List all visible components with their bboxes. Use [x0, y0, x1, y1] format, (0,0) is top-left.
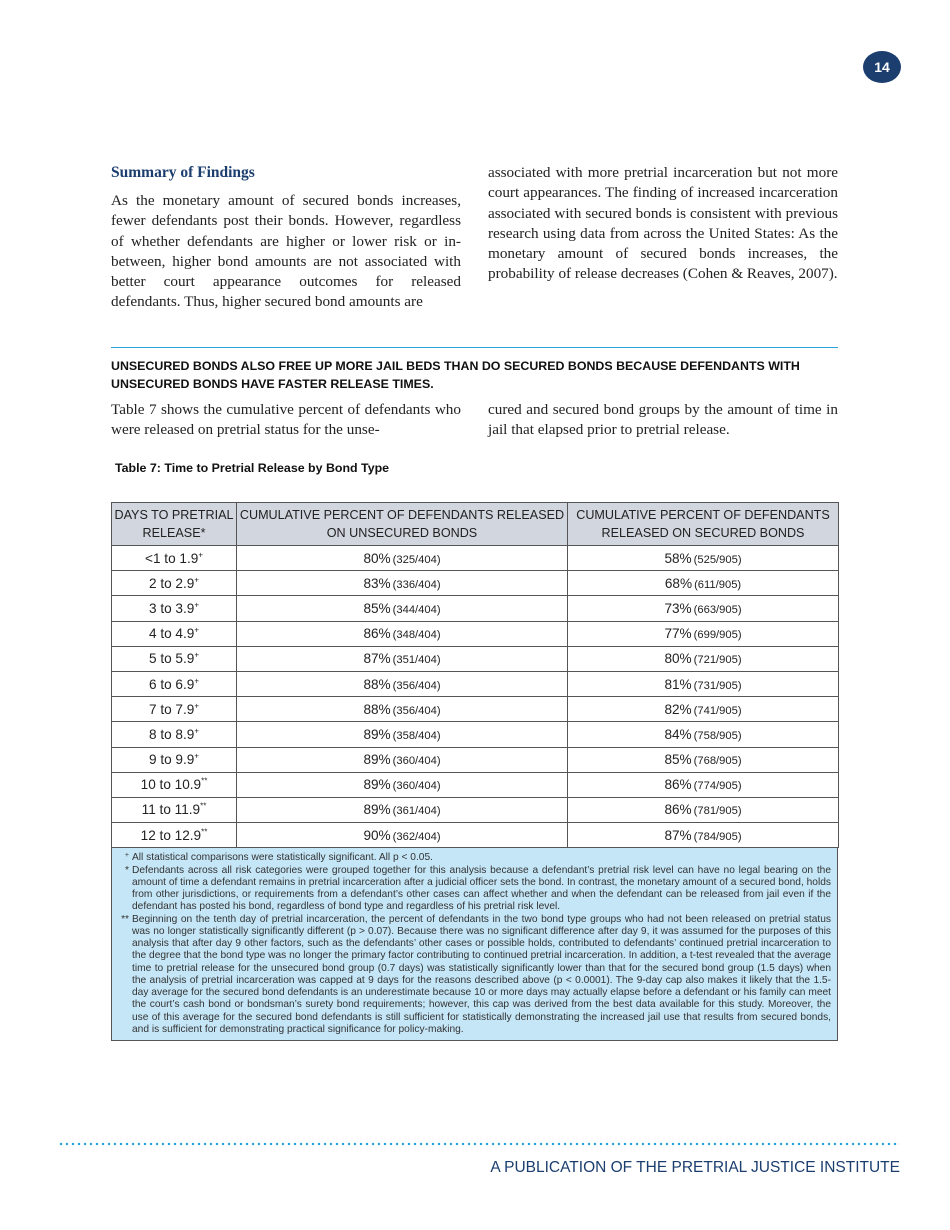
cell-unsecured [237, 823, 568, 848]
days-range: 10 to 10.9 [140, 777, 202, 793]
days-range: 12 to 12.9 [140, 827, 202, 843]
cell-days [112, 646, 237, 671]
cell-unsecured [237, 546, 568, 571]
unsecured-fraction: (351/404) [392, 654, 441, 667]
cell-days [112, 797, 237, 822]
secured-fraction: (758/905) [693, 729, 742, 742]
unsecured-fraction: (362/404) [392, 830, 441, 843]
significance-mark: + [194, 726, 200, 736]
summary-left-column: As the monetary amount of secured bonds increases, fewer defendants post their bonds. However, regardless of whether defendants are higher or lower risk or in-between, higher bond amounts are not associated with better court appearance outcomes for released defendants. Thus, higher secured bond amounts are [111, 192, 461, 311]
cell-unsecured [237, 571, 568, 596]
secured-fraction: (784/905) [693, 830, 742, 843]
unsecured-percent: 85% [363, 600, 391, 616]
header-days: DAYS TO PRETRIAL RELEASE* [112, 503, 237, 546]
secured-fraction: (731/905) [693, 679, 742, 692]
cell-secured [568, 747, 839, 772]
cell-days [112, 772, 237, 797]
significance-mark: + [194, 575, 200, 585]
unsecured-percent: 87% [363, 651, 391, 667]
secured-percent: 58% [664, 550, 692, 566]
table-note [118, 914, 831, 1037]
table-row [112, 571, 839, 596]
cell-secured [568, 697, 839, 722]
unsecured-fraction: (348/404) [392, 629, 441, 642]
page-number: 14 [874, 59, 890, 75]
secured-fraction: (768/905) [693, 755, 742, 768]
cell-secured [568, 797, 839, 822]
cell-secured [568, 596, 839, 621]
cell-secured [568, 823, 839, 848]
unsecured-fraction: (344/404) [392, 603, 441, 616]
cell-secured [568, 571, 839, 596]
page-number-badge [863, 51, 901, 83]
cell-days [112, 571, 237, 596]
secured-fraction: (741/905) [693, 704, 742, 717]
unsecured-percent: 80% [363, 550, 391, 566]
cell-secured [568, 772, 839, 797]
significance-mark: + [194, 650, 200, 660]
table-note [118, 852, 831, 864]
table-header-row [112, 503, 839, 546]
significance-mark: + [194, 625, 200, 635]
unsecured-fraction: (360/404) [392, 780, 441, 793]
significance-mark: + [194, 751, 200, 761]
section-divider [111, 347, 838, 348]
days-range: 4 to 4.9 [148, 626, 195, 642]
table-row [112, 697, 839, 722]
unsecured-percent: 89% [363, 777, 391, 793]
unsecured-fraction: (336/404) [392, 578, 441, 591]
cell-secured [568, 722, 839, 747]
secured-percent: 85% [664, 752, 692, 768]
significance-mark: + [194, 676, 200, 685]
cell-days [112, 671, 237, 696]
section2-right-column: cured and secured bond groups by the amount of time in jail that elapsed prior to pretrial release. [488, 401, 838, 439]
significance-mark: ** [200, 801, 207, 811]
unsecured-percent: 89% [363, 752, 391, 768]
secured-fraction: (721/905) [693, 654, 742, 667]
note-mark: + [124, 852, 129, 860]
cell-unsecured [237, 797, 568, 822]
table-row [112, 823, 839, 848]
secured-fraction: (781/905) [693, 805, 742, 818]
note-mark: * [125, 864, 129, 876]
table-body [112, 546, 839, 848]
secured-percent: 81% [664, 676, 692, 692]
secured-percent: 82% [664, 701, 692, 717]
unsecured-fraction: (356/404) [392, 679, 441, 692]
cell-unsecured [237, 747, 568, 772]
significance-mark: ** [201, 827, 208, 837]
footer-dotted-rule [58, 1142, 900, 1146]
table-row [112, 772, 839, 797]
cell-days [112, 621, 237, 646]
unsecured-percent: 90% [363, 827, 391, 843]
table-row [112, 546, 839, 571]
unsecured-percent: 83% [363, 575, 391, 591]
days-range: 3 to 3.9 [148, 600, 195, 616]
release-time-table [111, 502, 839, 848]
significance-mark: ** [201, 776, 208, 786]
unsecured-percent: 88% [363, 701, 391, 717]
cell-days [112, 546, 237, 571]
unsecured-percent: 88% [363, 676, 391, 692]
cell-secured [568, 646, 839, 671]
cell-secured [568, 621, 839, 646]
secured-fraction: (525/905) [693, 553, 742, 566]
secured-percent: 86% [664, 802, 692, 818]
secured-percent: 87% [664, 827, 692, 843]
cell-days [112, 823, 237, 848]
days-range: <1 to 1.9 [145, 550, 199, 566]
header-unsecured: CUMULATIVE PERCENT OF DEFENDANTS RELEASED ON UNSECURED BONDS [237, 503, 568, 546]
table-caption: Table 7: Time to Pretrial Release by Bond Type [115, 461, 390, 475]
days-range: 6 to 6.9 [148, 676, 195, 692]
table-notes [111, 848, 838, 1041]
note-mark: ** [121, 913, 129, 925]
summary-right-column: associated with more pretrial incarceration but not more court appearances. The finding of increased incarceration associated with secured bonds is consistent with previous research using data from across the United States: As the monetary amount of secured bonds increases, the probability of release decreases (Cohen & Reaves, 2007). [488, 164, 838, 283]
secured-percent: 84% [664, 726, 692, 742]
cell-days [112, 596, 237, 621]
cell-unsecured [237, 671, 568, 696]
table-container [111, 502, 838, 1041]
days-range: 2 to 2.9 [148, 575, 195, 591]
secured-fraction: (611/905) [694, 578, 742, 591]
significance-mark: + [198, 550, 203, 560]
significance-mark: + [194, 701, 200, 711]
unsecured-percent: 89% [363, 726, 391, 742]
table-row [112, 596, 839, 621]
days-range: 11 to 11.9 [141, 802, 201, 818]
unsecured-fraction: (358/404) [392, 729, 441, 742]
days-range: 7 to 7.9 [148, 701, 195, 717]
section-subheading: UNSECURED BONDS ALSO FREE UP MORE JAIL BEDS THAN DO SECURED BONDS BECAUSE DEFENDANTS WITH UNSECURED BONDS HAVE FASTER RELEASE TIMES. [111, 359, 800, 391]
secured-fraction: (663/905) [693, 603, 742, 616]
cell-unsecured [237, 772, 568, 797]
secured-percent: 73% [664, 600, 692, 616]
summary-heading: Summary of Findings [111, 164, 255, 181]
unsecured-percent: 86% [363, 626, 391, 642]
cell-unsecured [237, 697, 568, 722]
unsecured-percent: 89% [363, 802, 391, 818]
cell-days [112, 722, 237, 747]
cell-secured [568, 671, 839, 696]
cell-days [112, 697, 237, 722]
table-row [112, 646, 839, 671]
cell-unsecured [237, 722, 568, 747]
table-note [118, 865, 831, 914]
significance-mark: + [194, 600, 200, 610]
days-range: 5 to 5.9 [148, 651, 195, 667]
note-text: Beginning on the tenth day of pretrial incarceration, the percent of defendants in the two bond type groups who had not been released on pretrial status was no longer statistically significantly different (p > 0.07). Because there was no significant difference after day 9, it was assumed for the purposes of this analysis that after day 9 other factors, such as the defendants’ other cases or possible holds, contributed to defendants’ continued pretrial incarceration to the degree that the bond type was no longer the primary factor contributing to continued pretrial incarceration. In addition, a t-test revealed that the average time to pretrial release for the unsecured bond group (0.7 days) was statistically significantly lower than that for the secured bond group (1.5 days) when the analysis of pretrial incarceration was capped at 9 days for the reasons described above (p < 0.0001). The 9-day cap also makes it likely that the 1.5-day average for the secured bond defendants is an underestimate because 10 or more days may actually elapse before a defendant or his family can meet the court’s cash bond or bondsman’s surety bond requirements; however, this cap was derived from the best data available for this study. Moreover, the use of this average for the secured bond defendants is still sufficient for statistically demonstrating the increased jail use that results from secured bonds, and is sufficient for demonstrating practical significance for policy-making. [132, 913, 831, 1035]
cell-secured [568, 546, 839, 571]
unsecured-fraction: (360/404) [392, 755, 441, 768]
cell-unsecured [237, 646, 568, 671]
secured-percent: 68% [664, 575, 693, 591]
header-secured: CUMULATIVE PERCENT OF DEFENDANTS RELEASED ON SECURED BONDS [568, 503, 839, 546]
secured-fraction: (774/905) [693, 780, 742, 793]
unsecured-fraction: (361/404) [392, 805, 441, 818]
note-text: Defendants across all risk categories were grouped together for this analysis because a defendant’s pretrial risk level can have no legal bearing on the amount of time a defendant remains in pretrial incarceration after a judicial officer sets the bond. In contrast, the monetary amount of a secured bond, holds from other jurisdictions, or requirements from a defendant’s other cases can affect whether and when the defendant can be released from jail even if the defendant has posted his bond, regardless of bond type and regardless of his pretrial risk level. [132, 864, 831, 913]
table-row [112, 671, 839, 696]
secured-percent: 86% [664, 777, 692, 793]
section2-left-column: Table 7 shows the cumulative percent of defendants who were released on pretrial status for the unse- [111, 401, 461, 439]
table-row [112, 747, 839, 772]
unsecured-fraction: (325/404) [392, 553, 441, 566]
secured-percent: 77% [664, 626, 692, 642]
table-row [112, 722, 839, 747]
cell-days [112, 747, 237, 772]
footer-publication: A PUBLICATION OF THE PRETRIAL JUSTICE INSTITUTE [490, 1159, 900, 1176]
note-text: All statistical comparisons were statistically significant. All p < 0.05. [132, 852, 433, 864]
days-range: 8 to 8.9 [148, 726, 195, 742]
table-row [112, 621, 839, 646]
secured-fraction: (699/905) [693, 629, 742, 642]
table-row [112, 797, 839, 822]
secured-percent: 80% [664, 651, 692, 667]
unsecured-fraction: (356/404) [392, 704, 441, 717]
cell-unsecured [237, 596, 568, 621]
cell-unsecured [237, 621, 568, 646]
days-range: 9 to 9.9 [148, 752, 195, 768]
